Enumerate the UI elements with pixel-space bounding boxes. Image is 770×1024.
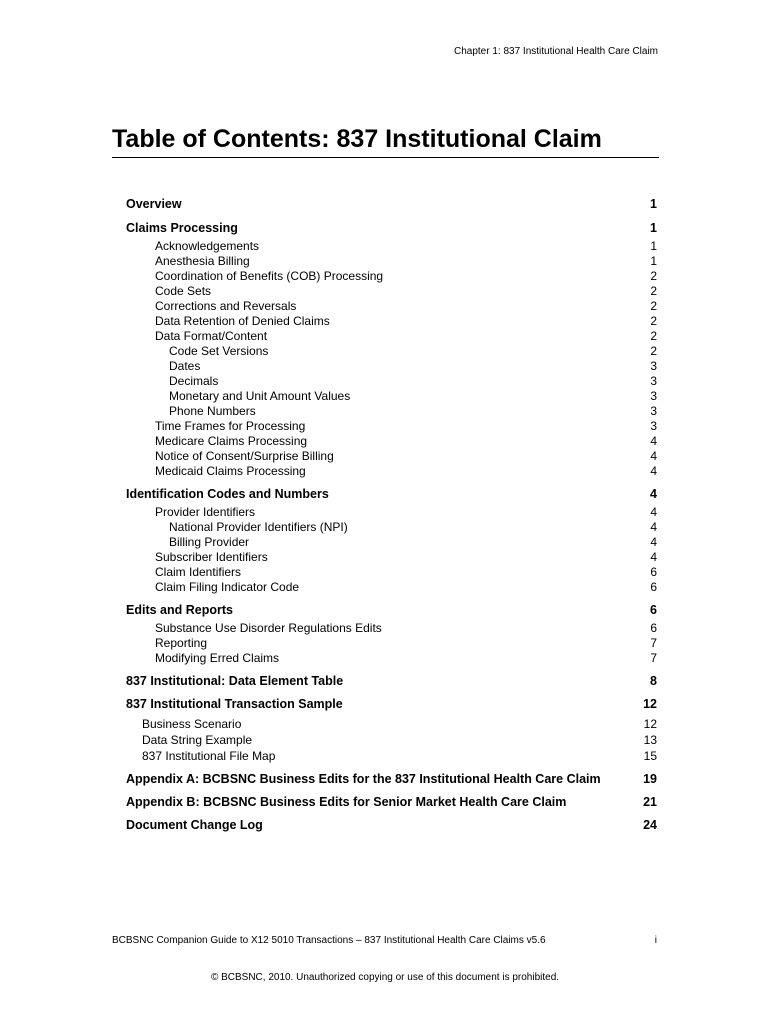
toc-entry-page: 3 (650, 419, 657, 433)
toc-entry[interactable] (0, 535, 770, 550)
toc-entry-title: Subscriber Identifiers (155, 550, 268, 564)
toc-entry[interactable] (0, 299, 770, 314)
toc-entry[interactable] (0, 344, 770, 359)
toc-entry-page: 1 (650, 254, 657, 268)
toc-entry-page: 21 (643, 795, 657, 809)
toc-entry-title: Overview (126, 197, 182, 211)
toc-entry-page: 6 (650, 580, 657, 594)
toc-entry[interactable] (0, 651, 770, 666)
toc-entry-page: 7 (650, 636, 657, 650)
toc-entry[interactable] (0, 314, 770, 329)
toc-entry-page: 1 (650, 197, 657, 211)
toc-entry-page: 3 (650, 389, 657, 403)
toc-entry-title: Substance Use Disorder Regulations Edits (155, 621, 382, 635)
toc-entry[interactable] (0, 772, 770, 787)
toc-entry-page: 1 (650, 239, 657, 253)
toc-entry-page: 3 (650, 404, 657, 418)
toc-entry-title: Claims Processing (126, 221, 238, 235)
toc-entry-page: 2 (650, 284, 657, 298)
toc-entry-title: 837 Institutional: Data Element Table (126, 674, 344, 688)
toc-entry-title: Monetary and Unit Amount Values (169, 389, 351, 403)
toc-entry-page: 4 (650, 535, 657, 549)
toc-entry[interactable] (0, 434, 770, 449)
toc-entry-page: 6 (650, 621, 657, 635)
toc-entry-page: 12 (643, 717, 657, 731)
toc-entry-page: 4 (650, 520, 657, 534)
toc-entry[interactable] (0, 449, 770, 464)
footer-page-number: i (654, 935, 657, 946)
toc-entry-title: Anesthesia Billing (155, 254, 250, 268)
running-header: Chapter 1: 837 Institutional Health Care Claim (454, 46, 658, 57)
toc-entry-title: Appendix B: BCBSNC Business Edits for Senior Market Health Care Claim (126, 795, 567, 809)
toc-entry-title: Data Format/Content (155, 329, 268, 343)
page-title: Table of Contents: 837 Institutional Claim (112, 124, 659, 158)
toc-entry-page: 2 (650, 344, 657, 358)
toc-entry[interactable] (0, 269, 770, 284)
toc-entry[interactable] (0, 749, 770, 764)
toc-entry[interactable] (0, 733, 770, 748)
toc-entry-title: Appendix A: BCBSNC Business Edits for the 837 Institutional Health Care Claim (126, 772, 601, 786)
toc-entry-page: 4 (650, 449, 657, 463)
toc-entry[interactable] (0, 374, 770, 389)
toc-entry[interactable] (0, 795, 770, 810)
toc-entry-page: 24 (643, 818, 657, 832)
toc-entry-title: Claim Filing Indicator Code (155, 580, 300, 594)
toc-entry-page: 1 (650, 221, 657, 235)
toc-entry-title: Code Set Versions (169, 344, 269, 358)
toc-entry[interactable] (0, 621, 770, 636)
toc-entry-title: Edits and Reports (126, 603, 233, 617)
toc-entry[interactable] (0, 404, 770, 419)
toc-entry-title: Identification Codes and Numbers (126, 487, 329, 501)
toc-entry[interactable] (0, 520, 770, 535)
toc-entry-title: 837 Institutional Transaction Sample (126, 697, 343, 711)
toc-entry-title: Document Change Log (126, 818, 263, 832)
toc-entry[interactable] (0, 505, 770, 520)
copyright-notice: © BCBSNC, 2010. Unauthorized copying or use of this document is prohibited. (210, 972, 560, 983)
toc-entry-title: Business Scenario (142, 717, 242, 731)
toc-entry-title: Notice of Consent/Surprise Billing (155, 449, 334, 463)
toc-entry[interactable] (0, 464, 770, 479)
toc-entry-page: 15 (643, 749, 657, 763)
toc-entry-title: Acknowledgements (155, 239, 260, 253)
toc-entry-page: 2 (650, 329, 657, 343)
toc-entry-title: Claim Identifiers (155, 565, 242, 579)
toc-entry[interactable] (0, 389, 770, 404)
toc-entry[interactable] (0, 717, 770, 732)
toc-entry-title: Time Frames for Processing (155, 419, 306, 433)
toc-entry[interactable] (0, 603, 770, 618)
toc-entry-page: 12 (643, 697, 657, 711)
toc-entry[interactable] (0, 487, 770, 502)
toc-entry[interactable] (0, 636, 770, 651)
toc-entry[interactable] (0, 818, 770, 833)
toc-entry-page: 4 (650, 550, 657, 564)
toc-entry[interactable] (0, 550, 770, 565)
toc-entry-page: 2 (650, 269, 657, 283)
toc-entry-title: Code Sets (155, 284, 212, 298)
toc-entry[interactable] (0, 254, 770, 269)
toc-entry[interactable] (0, 419, 770, 434)
toc-entry[interactable] (0, 284, 770, 299)
toc-entry-title: Phone Numbers (169, 404, 256, 418)
toc-entry-title: Provider Identifiers (155, 505, 256, 519)
toc-entry-page: 4 (650, 464, 657, 478)
toc-entry[interactable] (0, 221, 770, 236)
toc-entry-page: 2 (650, 299, 657, 313)
toc-entry-title: National Provider Identifiers (NPI) (169, 520, 348, 534)
toc-entry[interactable] (0, 239, 770, 254)
toc-entry-title: Data Retention of Denied Claims (155, 314, 330, 328)
toc-entry-page: 19 (643, 772, 657, 786)
toc-entry-page: 4 (650, 434, 657, 448)
toc-entry-page: 2 (650, 314, 657, 328)
toc-entry-title: Decimals (169, 374, 219, 388)
footer-document-title: BCBSNC Companion Guide to X12 5010 Transactions – 837 Institutional Health Care Claims v5.6 (112, 935, 546, 946)
toc-entry[interactable] (0, 359, 770, 374)
toc-entry-page: 8 (650, 674, 657, 688)
toc-entry-title: Corrections and Reversals (155, 299, 297, 313)
toc-entry-title: 837 Institutional File Map (142, 749, 276, 763)
toc-entry[interactable] (0, 329, 770, 344)
toc-entry-title: Data String Example (142, 733, 253, 747)
toc-entry-title: Dates (169, 359, 201, 373)
toc-entry[interactable] (0, 580, 770, 595)
toc-entry-title: Medicaid Claims Processing (155, 464, 306, 478)
toc-entry[interactable] (0, 674, 770, 689)
toc-entry-page: 7 (650, 651, 657, 665)
toc-entry-page: 4 (650, 487, 657, 501)
toc-entry-title: Billing Provider (169, 535, 250, 549)
toc-entry-page: 3 (650, 374, 657, 388)
toc-entry-page: 4 (650, 505, 657, 519)
toc-entry-title: Coordination of Benefits (COB) Processing (155, 269, 384, 283)
toc-entry-title: Reporting (155, 636, 208, 650)
toc-entry[interactable] (0, 697, 770, 712)
toc-entry-page: 3 (650, 359, 657, 373)
toc-entry-title: Medicare Claims Processing (155, 434, 308, 448)
toc-entry[interactable] (0, 197, 770, 212)
toc-entry-title: Modifying Erred Claims (155, 651, 280, 665)
toc-entry-page: 13 (643, 733, 657, 747)
toc-entry[interactable] (0, 565, 770, 580)
toc-entry-page: 6 (650, 603, 657, 617)
toc-entry-page: 6 (650, 565, 657, 579)
